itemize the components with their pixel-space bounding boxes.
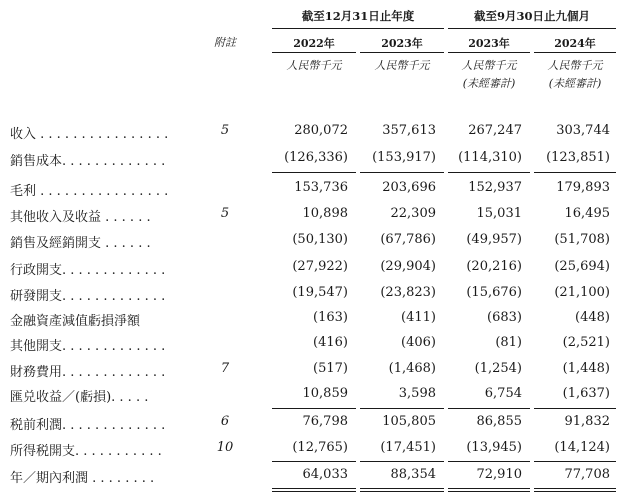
total-double-rule [534,491,616,492]
row-value: 77,708 [564,467,610,482]
col-header-underline [360,52,444,53]
row-value: (81) [495,335,522,350]
row-value: (411) [401,310,436,325]
row-value: (114,310) [458,150,522,165]
row-value: 76,798 [302,414,348,429]
row-value: (163) [313,310,348,325]
row-value: (2,521) [562,335,610,350]
row-value: (27,922) [292,259,348,274]
col-header-year: 2022年 [293,37,335,50]
row-value: (67,786) [380,232,436,247]
total-double-rule [272,491,356,492]
subtotal-rule [448,172,530,173]
row-label: 其他開支. . . . . . . . . . . . . [10,339,166,354]
group-header-year-ended-underline [272,28,444,29]
total-double-rule [360,491,444,492]
col-header-year: 2023年 [381,37,423,50]
col-header-unit: 人民幣千元 [286,59,342,72]
subtotal-rule [448,408,530,409]
row-value: (517) [313,361,348,376]
row-value: (1,254) [474,361,522,376]
row-value: (49,957) [466,232,522,247]
row-value: 64,033 [302,467,348,482]
row-value: 72,910 [476,467,522,482]
group-header-nine-months-underline [448,28,616,29]
row-value: 280,072 [294,123,348,138]
row-value: 15,031 [476,206,522,221]
row-label: 所得税開支. . . . . . . . . . . [10,444,162,459]
total-double-rule [448,491,530,492]
row-value: 16,495 [564,206,610,221]
row-value: 91,832 [564,414,610,429]
total-double-rule [360,488,444,489]
row-value: (123,851) [546,150,610,165]
subtotal-rule [272,408,356,409]
row-value: 22,309 [390,206,436,221]
row-label: 收入 . . . . . . . . . . . . . . . . [10,127,169,142]
row-value: 6,754 [484,386,522,401]
row-value: (20,216) [466,259,522,274]
row-value: (19,547) [292,285,348,300]
row-value: 105,805 [382,414,436,429]
col-header-year: 2024年 [554,37,596,50]
col-header-underline [448,52,530,53]
row-value: 10,859 [302,386,348,401]
row-value: 10,898 [302,206,348,221]
row-label: 金融資產減值虧損淨額 [10,314,141,329]
row-label: 匯兑收益／(虧損). . . . . [10,390,149,405]
row-value: (416) [313,335,348,350]
row-value: (14,124) [554,440,610,455]
subtotal-rule [448,461,530,462]
row-value: (1,448) [562,361,610,376]
row-value: (25,694) [554,259,610,274]
col-header-audit-status: (未經審計) [462,77,516,90]
col-header-underline [534,52,616,53]
row-value: (448) [575,310,610,325]
note-column-header: 附註 [214,36,236,49]
col-header-audit-status: (未經審計) [548,77,602,90]
col-header-underline [272,52,356,53]
row-label: 財務費用. . . . . . . . . . . . . [10,365,166,380]
row-value: (21,100) [554,285,610,300]
col-header-unit: 人民幣千元 [374,59,430,72]
subtotal-rule [360,408,444,409]
row-value: 88,354 [390,467,436,482]
row-value: (406) [401,335,436,350]
row-value: 86,855 [476,414,522,429]
total-double-rule [534,488,616,489]
col-header-unit: 人民幣千元 [461,59,517,72]
total-double-rule [272,488,356,489]
row-value: (51,708) [554,232,610,247]
row-value: (12,765) [292,440,348,455]
row-value: 179,893 [556,180,610,195]
row-value: (50,130) [292,232,348,247]
row-label: 毛利 . . . . . . . . . . . . . . . . [10,184,169,199]
total-double-rule [448,488,530,489]
subtotal-rule [272,172,356,173]
row-note: 6 [220,414,230,429]
row-note: 7 [220,361,230,376]
row-value: (126,336) [284,150,348,165]
row-value: (15,676) [466,285,522,300]
row-label: 税前利潤. . . . . . . . . . . . . [10,418,166,433]
row-value: (1,468) [388,361,436,376]
row-value: (13,945) [466,440,522,455]
subtotal-rule [534,461,616,462]
row-value: (23,823) [380,285,436,300]
subtotal-rule [534,408,616,409]
col-header-unit: 人民幣千元 [547,59,603,72]
subtotal-rule [360,172,444,173]
row-value: 153,736 [294,180,348,195]
group-header-year-ended: 截至12月31日止年度 [301,9,415,23]
row-value: (153,917) [372,150,436,165]
row-value: 3,598 [398,386,436,401]
subtotal-rule [534,172,616,173]
row-label: 銷售成本. . . . . . . . . . . . . [10,154,166,169]
row-value: (17,451) [380,440,436,455]
subtotal-rule [360,461,444,462]
row-value: 267,247 [468,123,522,138]
row-note: 5 [220,206,230,221]
row-value: 303,744 [556,123,610,138]
col-header-year: 2023年 [468,37,510,50]
group-header-nine-months: 截至9月30日止九個月 [473,9,590,23]
row-label: 研發開支. . . . . . . . . . . . . [10,289,166,304]
row-value: (29,904) [380,259,436,274]
row-label: 行政開支. . . . . . . . . . . . . [10,263,166,278]
row-label: 銷售及經銷開支 . . . . . . [10,236,151,251]
row-label: 年／期內利潤 . . . . . . . . [10,471,155,486]
row-value: 357,613 [382,123,436,138]
row-note: 5 [220,123,230,138]
row-note: 10 [216,440,234,455]
row-label: 其他收入及收益 . . . . . . [10,210,151,225]
row-value: 152,937 [468,180,522,195]
row-value: (1,637) [562,386,610,401]
row-value: 203,696 [382,180,436,195]
subtotal-rule [272,461,356,462]
row-value: (683) [487,310,522,325]
